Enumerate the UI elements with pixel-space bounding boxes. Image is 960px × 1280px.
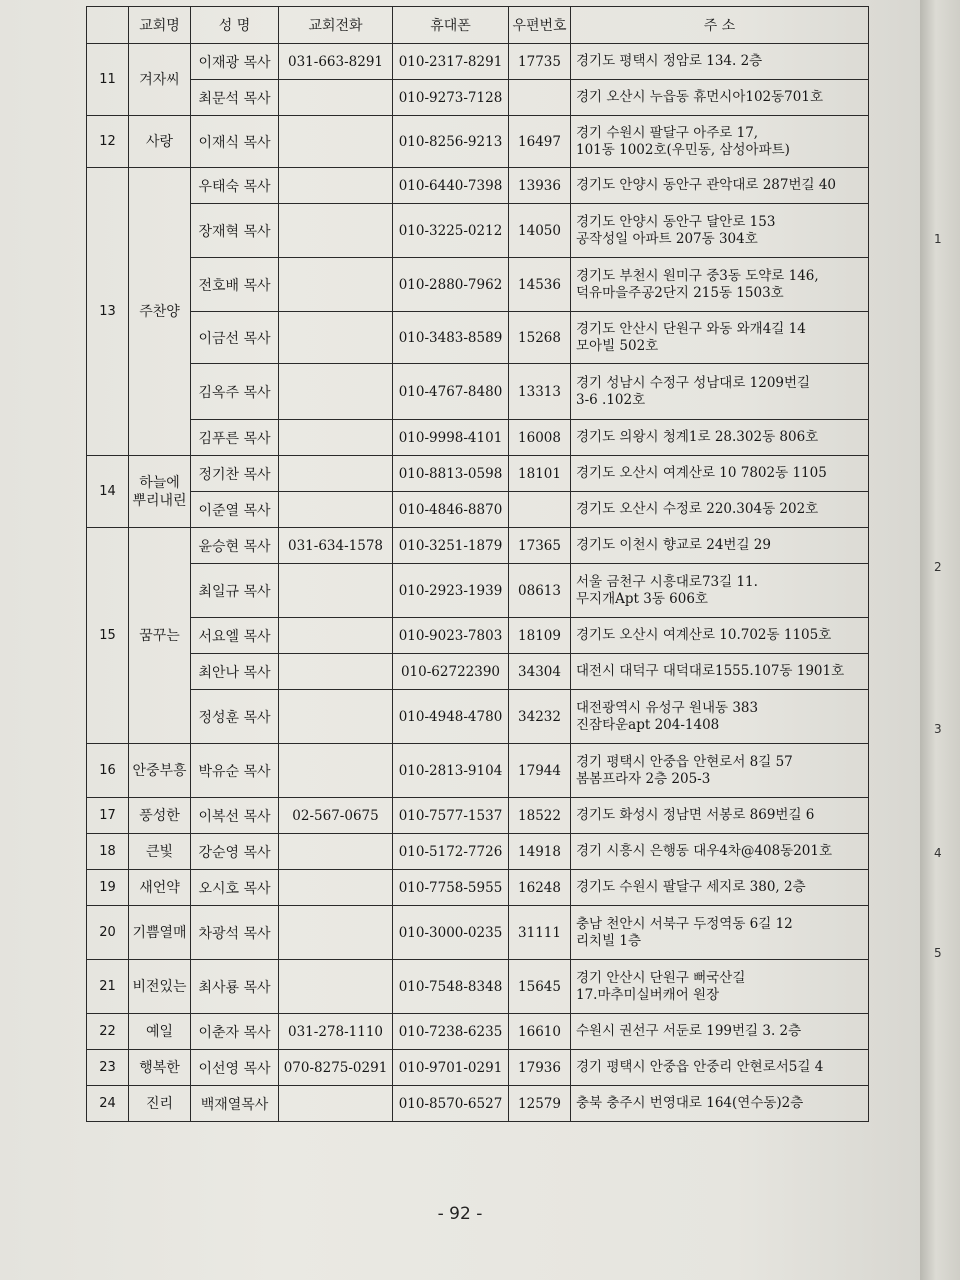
church-phone: 031-634-1578 (279, 528, 393, 564)
edge-mark: 1 (934, 232, 942, 246)
table-row (87, 654, 869, 690)
pastor-name: 이재식 목사 (191, 116, 279, 168)
address: 경기 수원시 팔달구 아주로 17, 101동 1002호(우민동, 삼성아파트) (571, 116, 869, 168)
church-phone (279, 960, 393, 1014)
pastor-name: 윤승현 목사 (191, 528, 279, 564)
group-number: 14 (87, 456, 129, 528)
header-mobile: 휴대폰 (393, 7, 509, 44)
table-row (87, 528, 869, 564)
group-number: 23 (87, 1050, 129, 1086)
postal-code: 16008 (509, 420, 571, 456)
table-row (87, 456, 869, 492)
pastor-name: 이준열 목사 (191, 492, 279, 528)
table-row (87, 116, 869, 168)
table-row (87, 492, 869, 528)
group-number: 11 (87, 44, 129, 116)
table-row (87, 960, 869, 1014)
table-row (87, 870, 869, 906)
address: 대전광역시 유성구 원내동 383 진잠타운apt 204-1408 (571, 690, 869, 744)
church-phone (279, 116, 393, 168)
pastor-name: 이춘자 목사 (191, 1014, 279, 1050)
postal-code: 16248 (509, 870, 571, 906)
church-phone (279, 690, 393, 744)
table-row (87, 1086, 869, 1122)
church-name: 겨자씨 (129, 44, 191, 116)
address: 경기도 부천시 원미구 중3동 도약로 146, 덕유마을주공2단지 215동 1503호 (571, 258, 869, 312)
postal-code: 17936 (509, 1050, 571, 1086)
table-row (87, 80, 869, 116)
church-phone (279, 258, 393, 312)
postal-code: 14050 (509, 204, 571, 258)
church-phone (279, 80, 393, 116)
table-row (87, 312, 869, 364)
group-number: 19 (87, 870, 129, 906)
postal-code: 15268 (509, 312, 571, 364)
pastor-name: 최안나 목사 (191, 654, 279, 690)
pastor-name: 서요엘 목사 (191, 618, 279, 654)
pastor-name: 우태숙 목사 (191, 168, 279, 204)
table-row (87, 1014, 869, 1050)
church-name: 행복한 (129, 1050, 191, 1086)
mobile-phone: 010-2880-7962 (393, 258, 509, 312)
group-number: 12 (87, 116, 129, 168)
mobile-phone: 010-3225-0212 (393, 204, 509, 258)
table-row (87, 834, 869, 870)
mobile-phone: 010-8570-6527 (393, 1086, 509, 1122)
group-number: 17 (87, 798, 129, 834)
address: 충남 천안시 서북구 두정역동 6길 12 리치빌 1층 (571, 906, 869, 960)
table-row (87, 690, 869, 744)
table-row (87, 44, 869, 80)
table-row (87, 420, 869, 456)
address: 경기 시흥시 은행동 대우4차@408동201호 (571, 834, 869, 870)
mobile-phone: 010-9023-7803 (393, 618, 509, 654)
mobile-phone: 010-4846-8870 (393, 492, 509, 528)
address: 경기 평택시 안중읍 안현로서 8길 57 봄봄프라자 2층 205-3 (571, 744, 869, 798)
table-row (87, 798, 869, 834)
postal-code: 18101 (509, 456, 571, 492)
pastor-name: 백재열목사 (191, 1086, 279, 1122)
mobile-phone: 010-8813-0598 (393, 456, 509, 492)
church-name: 주찬양 (129, 168, 191, 456)
pastor-name: 장재혁 목사 (191, 204, 279, 258)
postal-code: 17365 (509, 528, 571, 564)
church-name: 사랑 (129, 116, 191, 168)
pastor-name: 정기찬 목사 (191, 456, 279, 492)
postal-code: 17735 (509, 44, 571, 80)
postal-code (509, 492, 571, 528)
mobile-phone: 010-6440-7398 (393, 168, 509, 204)
mobile-phone: 010-5172-7726 (393, 834, 509, 870)
pastor-name: 전호배 목사 (191, 258, 279, 312)
pastor-name: 김푸른 목사 (191, 420, 279, 456)
postal-code: 13936 (509, 168, 571, 204)
edge-mark: 4 (934, 846, 942, 860)
mobile-phone: 010-7758-5955 (393, 870, 509, 906)
group-number: 20 (87, 906, 129, 960)
mobile-phone: 010-2317-8291 (393, 44, 509, 80)
address: 대전시 대덕구 대덕대로1555.107동 1901호 (571, 654, 869, 690)
address: 경기도 이천시 향교로 24번길 29 (571, 528, 869, 564)
pastor-name: 김옥주 목사 (191, 364, 279, 420)
table-row (87, 906, 869, 960)
edge-mark: 5 (934, 946, 942, 960)
table-row (87, 618, 869, 654)
table-header-row (87, 7, 869, 44)
mobile-phone: 010-9701-0291 (393, 1050, 509, 1086)
address: 경기도 안산시 단원구 와동 와개4길 14 모아빌 502호 (571, 312, 869, 364)
edge-mark: 2 (934, 560, 942, 574)
mobile-phone: 010-2813-9104 (393, 744, 509, 798)
address: 경기도 오산시 여계산로 10 7802동 1105 (571, 456, 869, 492)
table-row (87, 364, 869, 420)
postal-code: 16610 (509, 1014, 571, 1050)
mobile-phone: 010-7577-1537 (393, 798, 509, 834)
postal-code: 08613 (509, 564, 571, 618)
church-phone: 031-278-1110 (279, 1014, 393, 1050)
header-address: 주 소 (571, 7, 869, 44)
address: 경기 성남시 수정구 성남대로 1209번길 3-6 .102호 (571, 364, 869, 420)
address: 경기도 오산시 수정로 220.304동 202호 (571, 492, 869, 528)
pastor-name: 정성훈 목사 (191, 690, 279, 744)
postal-code: 12579 (509, 1086, 571, 1122)
address: 경기 안산시 단원구 뻐국산길 17.마추미실버캐어 원장 (571, 960, 869, 1014)
group-number: 15 (87, 528, 129, 744)
church-phone: 02-567-0675 (279, 798, 393, 834)
church-phone (279, 870, 393, 906)
pastor-name: 이복선 목사 (191, 798, 279, 834)
mobile-phone: 010-62722390 (393, 654, 509, 690)
postal-code: 13313 (509, 364, 571, 420)
pastor-name: 박유순 목사 (191, 744, 279, 798)
address: 경기도 화성시 정남면 서봉로 869번길 6 (571, 798, 869, 834)
postal-code: 14918 (509, 834, 571, 870)
church-phone (279, 420, 393, 456)
church-phone (279, 654, 393, 690)
group-number: 16 (87, 744, 129, 798)
group-number: 18 (87, 834, 129, 870)
pastor-name: 오시호 목사 (191, 870, 279, 906)
postal-code: 18109 (509, 618, 571, 654)
church-phone (279, 834, 393, 870)
church-phone (279, 744, 393, 798)
address: 경기도 수원시 팔달구 세지로 380, 2층 (571, 870, 869, 906)
address: 경기도 평택시 정암로 134. 2층 (571, 44, 869, 80)
church-phone (279, 492, 393, 528)
mobile-phone: 010-7548-8348 (393, 960, 509, 1014)
church-name: 꿈꾸는 (129, 528, 191, 744)
pastor-name: 최사룡 목사 (191, 960, 279, 1014)
address: 경기도 안양시 동안구 관악대로 287번길 40 (571, 168, 869, 204)
address: 수원시 권선구 서둔로 199번길 3. 2층 (571, 1014, 869, 1050)
church-phone: 070-8275-0291 (279, 1050, 393, 1086)
postal-code: 31111 (509, 906, 571, 960)
church-name: 안중부흥 (129, 744, 191, 798)
header-tel: 교회전화 (279, 7, 393, 44)
church-phone (279, 618, 393, 654)
header-name: 성 명 (191, 7, 279, 44)
mobile-phone: 010-9273-7128 (393, 80, 509, 116)
group-number: 22 (87, 1014, 129, 1050)
church-name: 새언약 (129, 870, 191, 906)
address: 경기도 의왕시 청계1로 28.302동 806호 (571, 420, 869, 456)
mobile-phone: 010-3000-0235 (393, 906, 509, 960)
address: 충북 충주시 번영대로 164(연수동)2층 (571, 1086, 869, 1122)
church-phone (279, 168, 393, 204)
church-phone (279, 364, 393, 420)
church-phone (279, 204, 393, 258)
church-phone (279, 906, 393, 960)
church-phone (279, 456, 393, 492)
header-zip: 우편번호 (509, 7, 571, 44)
mobile-phone: 010-2923-1939 (393, 564, 509, 618)
mobile-phone: 010-9998-4101 (393, 420, 509, 456)
mobile-phone: 010-7238-6235 (393, 1014, 509, 1050)
church-name: 기쁨열매 (129, 906, 191, 960)
group-number: 13 (87, 168, 129, 456)
address: 경기 오산시 누읍동 휴먼시아102동701호 (571, 80, 869, 116)
pastor-name: 차광석 목사 (191, 906, 279, 960)
postal-code: 18522 (509, 798, 571, 834)
next-page-edge (920, 0, 960, 1280)
pastor-name: 최일규 목사 (191, 564, 279, 618)
address: 경기도 오산시 여계산로 10.702동 1105호 (571, 618, 869, 654)
church-name: 풍성한 (129, 798, 191, 834)
mobile-phone: 010-3251-1879 (393, 528, 509, 564)
church-name: 예일 (129, 1014, 191, 1050)
pastor-name: 최문석 목사 (191, 80, 279, 116)
pastor-name: 이재광 목사 (191, 44, 279, 80)
mobile-phone: 010-4767-8480 (393, 364, 509, 420)
table-body (87, 44, 869, 1122)
group-number: 21 (87, 960, 129, 1014)
edge-mark: 3 (934, 722, 942, 736)
mobile-phone: 010-4948-4780 (393, 690, 509, 744)
group-number: 24 (87, 1086, 129, 1122)
header-church: 교회명 (129, 7, 191, 44)
mobile-phone: 010-8256-9213 (393, 116, 509, 168)
page-number: - 92 - (437, 1204, 483, 1224)
pastor-name: 이선영 목사 (191, 1050, 279, 1086)
address: 경기 평택시 안중읍 안중리 안현로서5길 4 (571, 1050, 869, 1086)
pastor-name: 이금선 목사 (191, 312, 279, 364)
postal-code: 17944 (509, 744, 571, 798)
table-row (87, 258, 869, 312)
table-row (87, 744, 869, 798)
church-name: 비전있는 (129, 960, 191, 1014)
header-no (87, 7, 129, 44)
postal-code: 14536 (509, 258, 571, 312)
address: 경기도 안양시 동안구 달안로 153 공작성일 아파트 207동 304호 (571, 204, 869, 258)
church-phone (279, 564, 393, 618)
church-phone (279, 1086, 393, 1122)
address: 서울 금천구 시흥대로73길 11. 무지개Apt 3동 606호 (571, 564, 869, 618)
pastor-name: 강순영 목사 (191, 834, 279, 870)
table-row (87, 564, 869, 618)
table-row (87, 1050, 869, 1086)
postal-code: 15645 (509, 960, 571, 1014)
church-name: 큰빛 (129, 834, 191, 870)
postal-code: 34232 (509, 690, 571, 744)
postal-code (509, 80, 571, 116)
table-row (87, 204, 869, 258)
postal-code: 34304 (509, 654, 571, 690)
church-name: 하늘에 뿌리내린 (129, 456, 191, 528)
church-name: 진리 (129, 1086, 191, 1122)
church-directory-table (86, 6, 869, 1122)
postal-code: 16497 (509, 116, 571, 168)
church-phone (279, 312, 393, 364)
church-phone: 031-663-8291 (279, 44, 393, 80)
table-row (87, 168, 869, 204)
mobile-phone: 010-3483-8589 (393, 312, 509, 364)
